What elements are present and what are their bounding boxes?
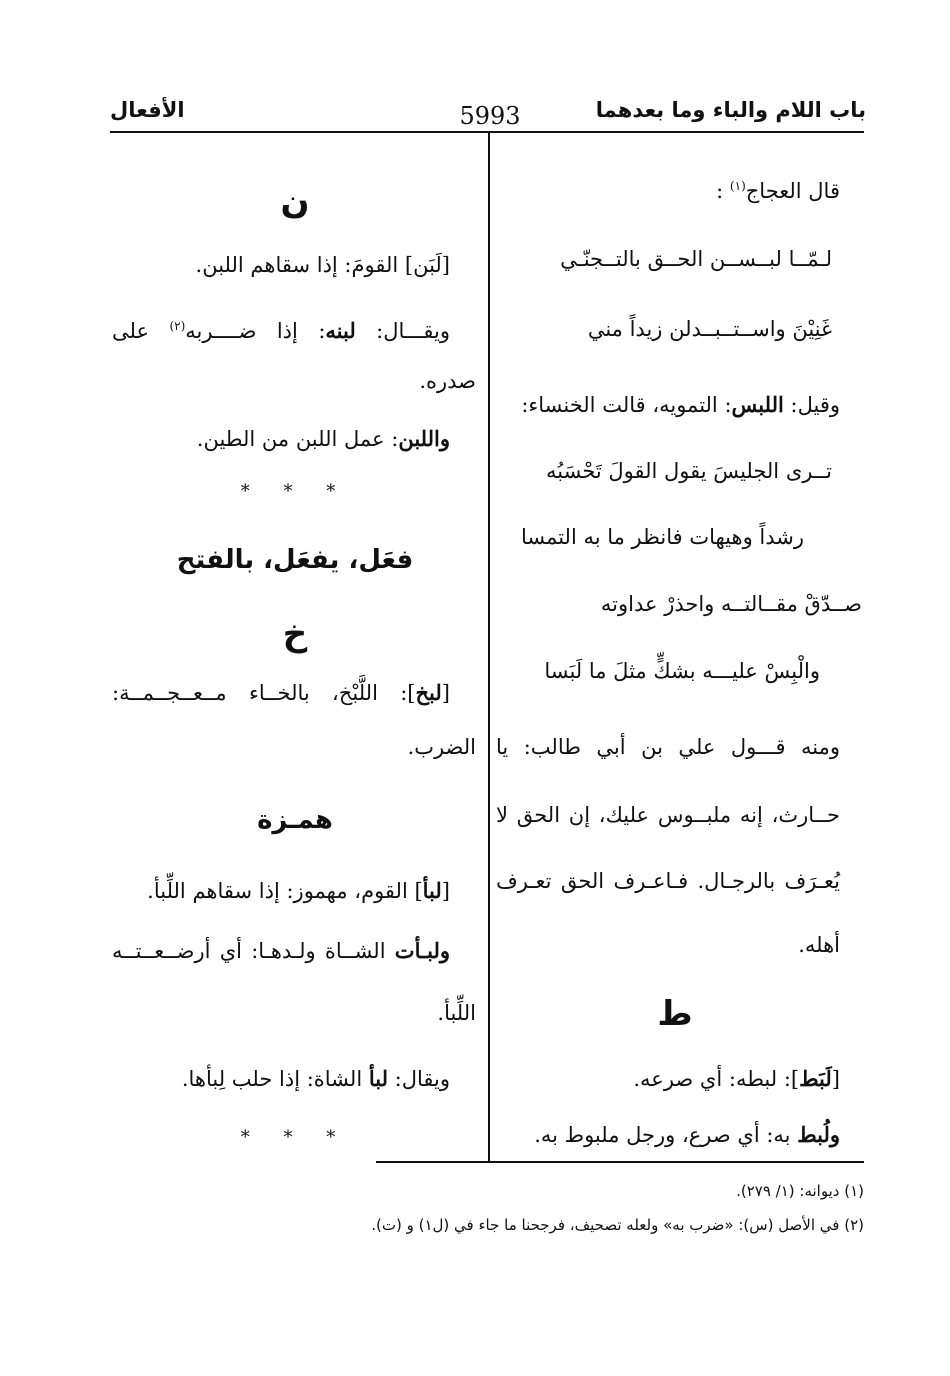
entry-line: [لبأ] القوم، مهموز: إذا سقاهم اللِّبأ. xyxy=(147,878,450,903)
section-title: الأفعال xyxy=(110,98,185,122)
entry-line: [لبخ]: اللَّبْخ، بالخــاء مــعــجــمــة: xyxy=(112,680,450,705)
verse-line: والْبِسْ عليـــه بشكٍّ مثلَ ما لَبَسا xyxy=(544,659,820,683)
section-separator: * * * xyxy=(240,1127,350,1148)
verse-line: رشداً وهيهات فانظر ما به التمسا xyxy=(520,525,804,549)
chapter-title: باب اللام والباء وما بعدهما xyxy=(595,98,866,122)
entry-line: اللِّبأ. xyxy=(437,1001,476,1025)
headword: لَبَط xyxy=(799,1066,832,1091)
headword: ولبـأت xyxy=(394,938,450,963)
footnote-2: (٢) في الأصل (س): «ضرب به» ولعله تصحيف، فرجحنا ما جاء في (ل١) و (ت). xyxy=(371,1216,864,1234)
verse-line: غَنِيْنَ واســتــبــدلن زيداً مني xyxy=(587,317,832,341)
page-number: 5993 xyxy=(459,102,521,130)
entry-line: الضرب. xyxy=(407,735,476,759)
verb-pattern-heading: فعَل، يفعَل، بالفتح xyxy=(176,545,414,575)
entry-line: واللبن: عمل اللبن من الطين. xyxy=(196,426,450,451)
verse-line: لـمّــا لبــســن الحــق بالتــجنّـي xyxy=(560,247,832,271)
quote-intro-ajjaj: قال العجاج$^{(١)}$ : xyxy=(716,179,840,203)
entry-line: أهله. xyxy=(798,933,840,957)
headword: لبنه xyxy=(325,318,356,343)
entry-line: ولُبط به: أي صرع، ورجل ملبوط به. xyxy=(534,1122,840,1147)
entry-line: حــارث، إنه ملبــوس عليك، إن الحق لا xyxy=(496,803,840,827)
entry-line: [لَبَط]: لبطه: أي صرعه. xyxy=(633,1066,840,1091)
verse-line: صــدّقْ مقــالتــه واحذرْ عداوته xyxy=(600,592,862,616)
headword: لبخ xyxy=(415,680,442,705)
letter-heading-hamza: همـزة xyxy=(257,805,333,835)
entry-line: ومنه قـــول علي بن أبي طالب: يا xyxy=(496,735,840,759)
header-rule xyxy=(110,131,864,133)
footnote-ref-1: (١) xyxy=(729,179,746,193)
entry-line: صدره. xyxy=(419,369,476,393)
headword: ولُبط xyxy=(797,1122,840,1147)
footnote-1: (١) ديوانه: (١/ ٢٧٩). xyxy=(736,1182,864,1200)
section-separator: * * * xyxy=(240,481,350,502)
headword: لبأ xyxy=(422,878,442,903)
entry-line: ولبـأت الشــاة ولـدهـا: أي أرضــعــتــه xyxy=(112,938,450,963)
headword: اللبس xyxy=(731,392,784,417)
headword: واللبن xyxy=(398,426,450,451)
headword: لبأ xyxy=(368,1066,388,1091)
footnote-ref-2: (٢) xyxy=(169,319,186,333)
entry-line: يُعـرَف بالرجـال. فـاعـرف الحق تعـرف xyxy=(496,869,840,893)
entry-line: وقيل: اللبس: التمويه، قالت الخنساء: xyxy=(521,392,840,417)
entry-line: ويقـــال: لبنه: إذا ضــــربه$^{(٢)}$ على xyxy=(112,318,450,343)
verse-line: تــرى الجليسَ يقول القولَ تَحْسَبُه xyxy=(546,459,832,483)
footnote-rule xyxy=(376,1161,864,1163)
letter-heading-nun: ن xyxy=(280,182,310,222)
letter-heading-ta: ط xyxy=(657,994,693,1034)
entry-line: ويقال: لبأ الشاة: إذا حلب لِبأها. xyxy=(181,1066,450,1091)
entry-line: [لَبَن] القومَ: إذا سقاهم اللبن. xyxy=(195,253,450,277)
letter-heading-kha: خ xyxy=(282,614,308,654)
